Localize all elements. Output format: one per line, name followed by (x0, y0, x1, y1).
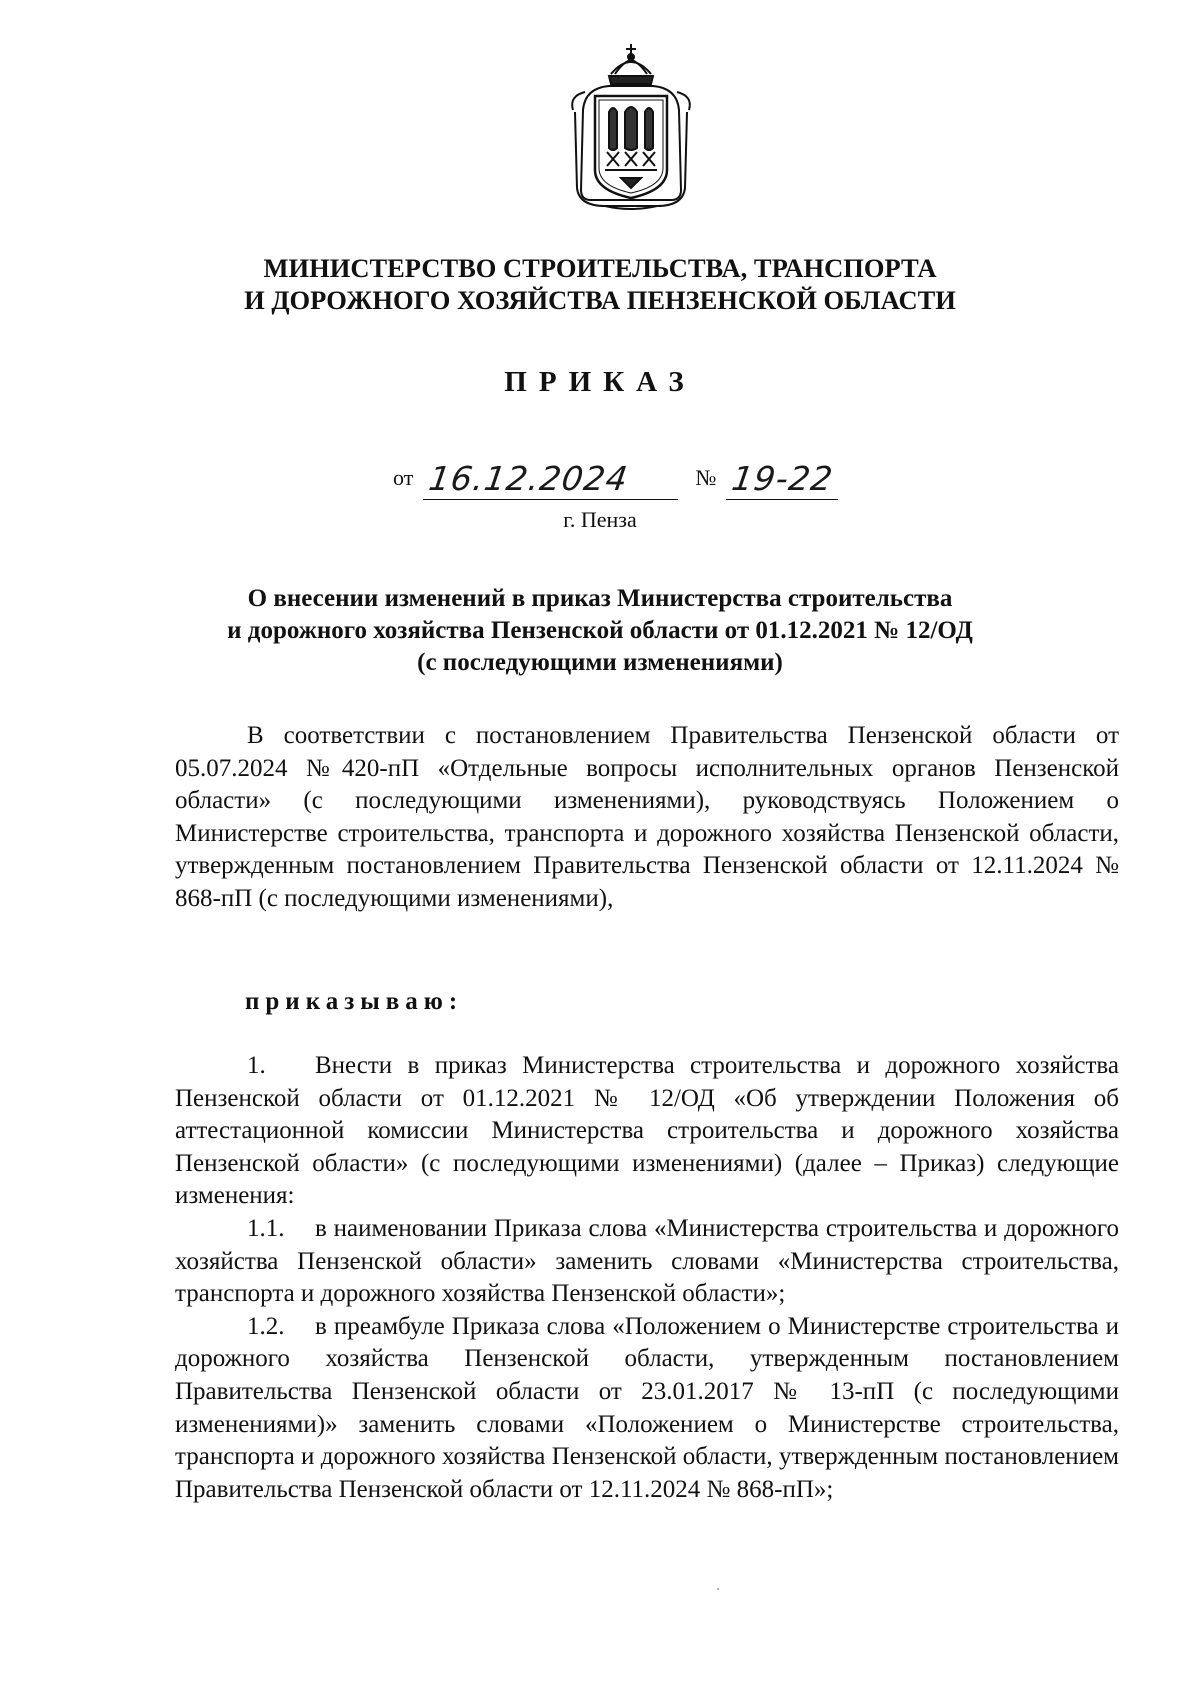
item-text: Внести в приказ Министерства строительства и дорожного хозяйства Пензенской области от 01.12.2021 № 12/ОД «Об утверждении Положения об аттестационной комиссии Министерства строительства и дорожного хозяйства Пензенской области» (с последующими изменениями) (далее – Приказ) следующие изменения: (175, 1052, 1119, 1210)
item-text: в преамбуле Приказа слова «Положением о Министерстве строительства и дорожного хозяйства Пензенской области, утвержденным постановлением Правительства Пензенской области от 23.01.2017 № 13-пП (с последующими изменениями)» заменить словами «Положением о Министерстве строительства, транспорта и дорожного хозяйства Пензенской области, утвержденным постановлением Правительства Пензенской области от 12.11.2024 № 868-пП»; (175, 1312, 1119, 1503)
item-number: 1.2. (247, 1312, 285, 1340)
subject-line1: О внесении изменений в приказ Министерства строительства (247, 585, 953, 612)
document-type: ПРИКАЗ (504, 366, 696, 398)
ministry-name-line2: И ДОРОЖНОГО ХОЗЯЙСТВА ПЕНЗЕНСКОЙ ОБЛАСТИ (244, 285, 956, 315)
order-items (175, 1050, 1119, 1506)
order-item-1 (175, 1050, 1119, 1213)
ministry-name (150, 252, 1050, 316)
registration-line (393, 456, 838, 500)
handwritten-number: 19-22 (729, 459, 836, 498)
number-field (726, 459, 838, 500)
number-prefix: № (695, 465, 717, 490)
coat-of-arms-icon (565, 40, 697, 212)
date-field (423, 459, 678, 500)
item-number: 1. (247, 1052, 266, 1079)
handwritten-date: 16.12.2024 (426, 459, 631, 498)
ministry-name-line1: МИНИСТЕРСТВО СТРОИТЕЛЬСТВА, ТРАНСПОРТА (263, 253, 937, 283)
item-number: 1.1. (247, 1214, 285, 1242)
subject-line3: (с последующими изменениями) (417, 649, 783, 676)
preamble-paragraph: В соответствии с постановлением Правительства Пензенской области от 05.07.2024 №420-пП «Отдельные вопросы исполнительных органов Пензенской области» (с последующими изменениями), руководствуясь Положением о Министерстве строительства, транспорта и дорожного хозяйства Пензенской области, утвержденным постановлением Правительства Пензенской области от 12.11.2024 № 868-пП (с последующими изменениями), (175, 722, 1119, 912)
order-subject (150, 583, 1050, 679)
preamble-section (175, 720, 1119, 916)
scan-speck (717, 1588, 719, 1590)
item-text: в наименовании Приказа слова «Министерства строительства и дорожного хозяйства Пензенской области» заменить словами «Министерства строительства, транспорта и дорожного хозяйства Пензенской области»; (175, 1214, 1119, 1308)
order-item-1-2 (175, 1311, 1119, 1507)
orders-word: приказываю: (245, 988, 464, 1015)
date-prefix: от (393, 465, 414, 490)
subject-line2: и дорожного хозяйства Пензенской области от 01.12.2021 № 12/ОД (227, 617, 973, 644)
city-name: г. Пенза (563, 507, 637, 532)
order-item-1-1 (175, 1213, 1119, 1311)
